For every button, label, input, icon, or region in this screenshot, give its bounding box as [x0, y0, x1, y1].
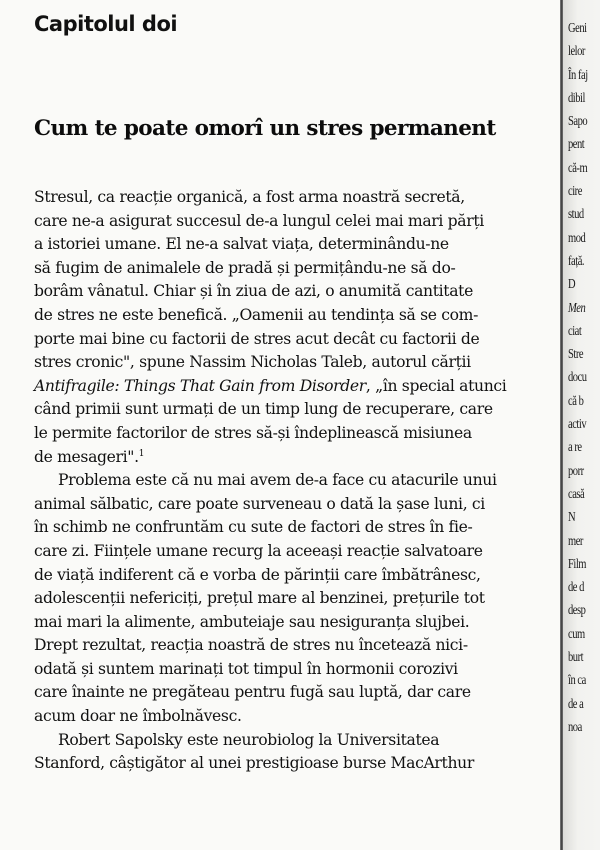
text-fragment: Stre: [568, 346, 584, 362]
text-line: când primii sunt urmați de un timp lung de recuperare, care: [34, 400, 493, 419]
paragraph-2: [34, 469, 538, 729]
text-line: în schimb ne confruntăm cu sute de factori de stres în fie-: [34, 518, 473, 537]
text-line: Drept rezultat, reacția noastră de stres nu încetează nici-: [34, 636, 468, 655]
text-fragment: că-m: [568, 159, 588, 175]
text-fragment: În faj: [568, 66, 588, 82]
text-line: care zi. Ființele umane recurg la aceeași reacție salvatoare: [34, 541, 483, 560]
text-fragment: că b: [568, 392, 584, 408]
text-line: a istoriei umane. El ne-a salvat viața, determinându-ne: [34, 235, 449, 254]
text-fragment: , „în special atunci: [365, 376, 507, 395]
text-fragment: desp: [568, 602, 586, 618]
book-title: Antifragile: Things That Gain from Disorder: [34, 376, 366, 395]
text-fragment: dibil: [568, 89, 585, 105]
text-fragment: Film: [568, 555, 587, 571]
text-line: le permite factorilor de stres să-și îndeplinească misiunea: [34, 423, 472, 442]
text-fragment: ciat: [568, 322, 582, 338]
text-line: Stresul, ca reacție organică, a fost arma noastră secretă,: [34, 188, 465, 206]
text-fragment: de mesageri".: [34, 447, 139, 466]
next-page-fragments: [568, 16, 588, 738]
chapter-label: Capitolul doi: [34, 12, 178, 36]
text-line: Problema este că nu mai avem de-a face cu atacurile unui: [58, 471, 497, 490]
text-fragment: docu: [568, 369, 587, 385]
body-text: [34, 186, 538, 776]
text-fragment: lelor: [568, 43, 585, 59]
text-fragment: porr: [568, 462, 584, 478]
paragraph-1: [34, 186, 538, 469]
paragraph-3: [34, 729, 538, 776]
text-line: animal sălbatic, care poate surveneau o dată la șase luni, ci: [34, 494, 485, 513]
text-line: porte mai bine cu factorii de stres acut decât cu factorii de: [34, 329, 480, 348]
text-fragment: noa: [568, 718, 582, 734]
text-fragment: Men: [568, 299, 586, 315]
text-line: stres cronic", spune Nassim Nicholas Taleb, autorul cărții: [34, 353, 471, 372]
text-line: Stanford, câștigător al unei prestigioase burse MacArthur: [34, 754, 474, 773]
text-line: [34, 446, 538, 470]
text-line: Robert Sapolsky este neurobiolog la Universitatea: [58, 730, 440, 749]
text-line: de viață indiferent că e vorba de părinții care îmbătrânesc,: [34, 565, 481, 584]
text-fragment: Geni: [568, 20, 587, 35]
text-fragment: burt: [568, 649, 584, 665]
text-fragment: față.: [568, 252, 585, 268]
text-fragment: stud: [568, 206, 584, 222]
text-fragment: a re: [568, 439, 582, 455]
text-fragment: cire: [568, 183, 582, 199]
text-fragment: în ca: [568, 672, 586, 688]
text-line: borâm vânatul. Chiar și în ziua de azi, o anumită cantitate: [34, 282, 473, 301]
text-fragment: mer: [568, 532, 583, 548]
text-fragment: cum: [568, 625, 585, 641]
text-line: odată și suntem marinați tot timpul în hormonii corozivi: [34, 659, 458, 678]
text-line: [34, 375, 538, 399]
text-fragment: Sapo: [568, 113, 588, 129]
footnote-marker[interactable]: 1: [138, 448, 145, 459]
text-fragment: mod: [568, 229, 586, 245]
text-fragment: N: [568, 509, 576, 525]
text-fragment: de d: [568, 579, 584, 595]
text-fragment: de a: [568, 695, 584, 711]
chapter-title: Cum te poate omorî un stres permanent: [34, 116, 496, 141]
text-line: care înainte ne pregăteau pentru fugă sau luptă, dar care: [34, 683, 471, 702]
text-fragment: D: [568, 276, 576, 292]
text-line: să fugim de animalele de pradă și permițându-ne să do-: [34, 258, 456, 277]
text-line: care ne-a asigurat succesul de-a lungul celei mai mari părți: [34, 211, 484, 230]
text-line: de stres ne este benefică. „Oamenii au tendința să se com-: [34, 305, 479, 324]
book-page-right-edge: [563, 0, 600, 850]
text-fragment: activ: [568, 416, 587, 432]
text-line: acum doar ne îmbolnăvesc.: [34, 707, 242, 726]
text-line: mai mari la alimente, ambuteiaje sau nesiguranța slujbei.: [34, 612, 470, 631]
text-fragment: pent: [568, 136, 585, 152]
text-fragment: casă: [568, 485, 585, 501]
text-line: adolescenții nefericiți, prețul mare al benzinei, prețurile tot: [34, 589, 485, 608]
